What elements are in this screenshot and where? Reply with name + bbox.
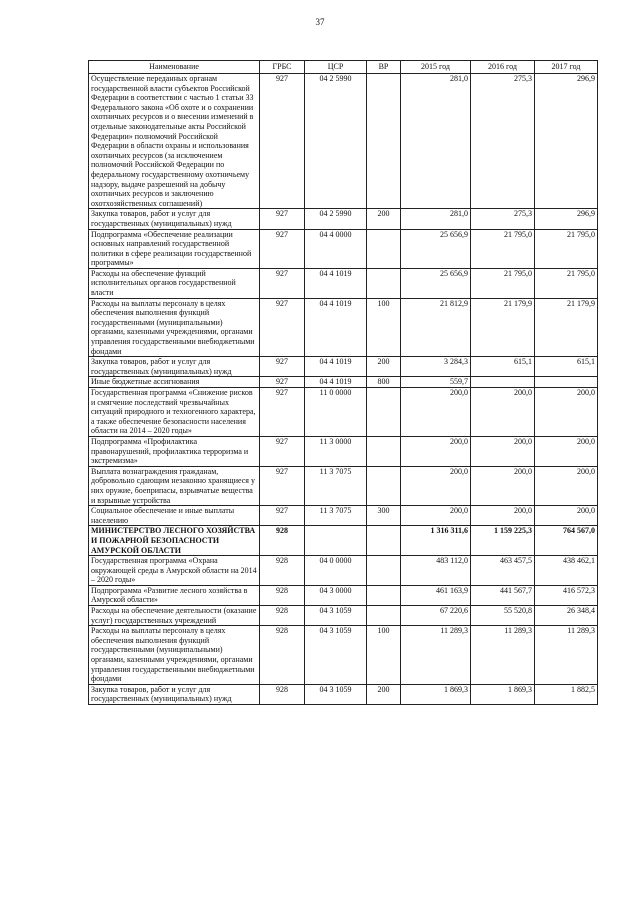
cell-vr	[367, 388, 401, 437]
table-row	[89, 268, 598, 298]
col-header-2015: 2015 год	[401, 61, 471, 74]
col-header-vr: ВР	[367, 61, 401, 74]
table-row	[89, 585, 598, 605]
cell-grbs: 927	[260, 436, 305, 466]
cell-2017: 200,0	[535, 466, 598, 505]
cell-2015: 281,0	[401, 74, 471, 209]
cell-2016: 21 795,0	[471, 268, 535, 298]
cell-name: Иные бюджетные ассигнования	[89, 377, 260, 388]
cell-2017: 764 567,0	[535, 526, 598, 556]
cell-name: Осуществление переданных органам государственной власти субъектов Российской Федерации в соответствии с частью 1 статьи 33 Федерального закона «Об охоте и о сохранении охотничьих ресурсов и о внесении изменений в отдельные законодательные акты Российской Федерации» полномочий Российской Федерации в области охраны и использования охотничьих ресурсов (за исключением полномочий Российской Федерации по федеральному государственному охотничьему надзору, выдаче разрешений на добычу охотничьих ресурсов и заключению охотхозяйственных соглашений)	[89, 74, 260, 209]
cell-csr: 04 4 1019	[305, 268, 367, 298]
cell-2015: 1 316 311,6	[401, 526, 471, 556]
table-body	[89, 74, 598, 705]
cell-2016: 275,3	[471, 74, 535, 209]
cell-csr: 11 0 0000	[305, 388, 367, 437]
cell-csr: 04 3 1059	[305, 606, 367, 626]
table-row	[89, 388, 598, 437]
table-row	[89, 436, 598, 466]
cell-grbs: 927	[260, 209, 305, 229]
cell-2017: 296,9	[535, 74, 598, 209]
cell-2016: 21 179,9	[471, 298, 535, 357]
budget-table	[88, 60, 598, 705]
cell-vr: 200	[367, 684, 401, 704]
cell-2015: 200,0	[401, 388, 471, 437]
cell-vr: 100	[367, 626, 401, 685]
cell-csr: 04 3 0000	[305, 585, 367, 605]
cell-2015: 483 112,0	[401, 556, 471, 586]
cell-vr	[367, 585, 401, 605]
cell-2016: 463 457,5	[471, 556, 535, 586]
cell-name: Расходы на обеспечение деятельности (оказание услуг) государственных учреждений	[89, 606, 260, 626]
cell-2016: 1 159 225,3	[471, 526, 535, 556]
cell-2015: 11 289,3	[401, 626, 471, 685]
cell-2017: 1 882,5	[535, 684, 598, 704]
table-row	[89, 377, 598, 388]
table-header-row	[89, 61, 598, 74]
cell-vr: 100	[367, 298, 401, 357]
cell-csr: 04 4 1019	[305, 298, 367, 357]
table-row	[89, 357, 598, 377]
cell-name: Выплата вознаграждения гражданам, добровольно сдающим незаконно хранящиеся у них оружие, боеприпасы, взрывчатые вещества и взрывные устройства	[89, 466, 260, 505]
cell-csr: 11 3 0000	[305, 436, 367, 466]
cell-grbs: 927	[260, 388, 305, 437]
cell-grbs: 927	[260, 74, 305, 209]
cell-2016: 1 869,3	[471, 684, 535, 704]
table-row	[89, 606, 598, 626]
cell-csr	[305, 526, 367, 556]
cell-name: Расходы на выплаты персоналу в целях обеспечения выполнения функций государственными (муниципальными) органами, казенными учреждениями, органами управления государственными внебюджетными фондами	[89, 298, 260, 357]
cell-2015: 25 656,9	[401, 229, 471, 268]
cell-2017: 21 795,0	[535, 229, 598, 268]
cell-vr	[367, 466, 401, 505]
table-row	[89, 74, 598, 209]
cell-2017: 21 179,9	[535, 298, 598, 357]
cell-vr	[367, 436, 401, 466]
cell-2017: 21 795,0	[535, 268, 598, 298]
cell-2016: 200,0	[471, 506, 535, 526]
cell-name: Социальное обеспечение и иные выплаты населению	[89, 506, 260, 526]
table-row	[89, 626, 598, 685]
table-row	[89, 684, 598, 704]
cell-csr: 11 3 7075	[305, 506, 367, 526]
cell-vr: 200	[367, 209, 401, 229]
cell-grbs: 927	[260, 357, 305, 377]
cell-2016: 441 567,7	[471, 585, 535, 605]
cell-2015: 461 163,9	[401, 585, 471, 605]
table-row	[89, 506, 598, 526]
cell-csr: 04 4 1019	[305, 377, 367, 388]
cell-2017: 200,0	[535, 388, 598, 437]
cell-2017: 296,9	[535, 209, 598, 229]
cell-2016: 21 795,0	[471, 229, 535, 268]
cell-2017: 416 572,3	[535, 585, 598, 605]
cell-name: Подпрограмма «Обеспечение реализации основных направлений государственной политики в сфере реализации государственной программы»	[89, 229, 260, 268]
cell-2015: 281,0	[401, 209, 471, 229]
cell-2017: 200,0	[535, 506, 598, 526]
table-row	[89, 466, 598, 505]
cell-vr	[367, 74, 401, 209]
cell-vr	[367, 556, 401, 586]
cell-2015: 559,7	[401, 377, 471, 388]
cell-grbs: 928	[260, 526, 305, 556]
cell-2016: 275,3	[471, 209, 535, 229]
cell-csr: 04 4 0000	[305, 229, 367, 268]
cell-2016: 200,0	[471, 466, 535, 505]
cell-2015: 200,0	[401, 506, 471, 526]
cell-name: Подпрограмма «Развитие лесного хозяйства в Амурской области»	[89, 585, 260, 605]
cell-name: Расходы на выплаты персоналу в целях обеспечения выполнения функций государственными (муниципальными) органами, казенными учреждениями, органами управления государственными внебюджетными фондами	[89, 626, 260, 685]
cell-2016: 11 289,3	[471, 626, 535, 685]
cell-2015: 21 812,9	[401, 298, 471, 357]
col-header-csr: ЦСР	[305, 61, 367, 74]
col-header-grbs: ГРБС	[260, 61, 305, 74]
cell-csr: 04 3 1059	[305, 684, 367, 704]
cell-grbs: 927	[260, 268, 305, 298]
cell-vr: 300	[367, 506, 401, 526]
cell-csr: 04 0 0000	[305, 556, 367, 586]
cell-name: Подпрограмма «Профилактика правонарушений, профилактика терроризма и экстремизма»	[89, 436, 260, 466]
table-row	[89, 209, 598, 229]
table-row	[89, 526, 598, 556]
cell-grbs: 928	[260, 606, 305, 626]
cell-vr	[367, 268, 401, 298]
table-row	[89, 229, 598, 268]
cell-grbs: 928	[260, 585, 305, 605]
cell-2017: 200,0	[535, 436, 598, 466]
cell-grbs: 927	[260, 506, 305, 526]
cell-grbs: 927	[260, 466, 305, 505]
cell-vr: 200	[367, 357, 401, 377]
cell-csr: 04 4 1019	[305, 357, 367, 377]
cell-vr: 800	[367, 377, 401, 388]
cell-name: МИНИСТЕРСТВО ЛЕСНОГО ХОЗЯЙСТВА И ПОЖАРНОЙ БЕЗОПАСНОСТИ АМУРСКОЙ ОБЛАСТИ	[89, 526, 260, 556]
cell-name: Государственная программа «Охрана окружающей среды в Амурской области на 2014 – 2020 годы»	[89, 556, 260, 586]
cell-2017: 11 289,3	[535, 626, 598, 685]
col-header-2016: 2016 год	[471, 61, 535, 74]
cell-vr	[367, 526, 401, 556]
cell-2017: 438 462,1	[535, 556, 598, 586]
cell-csr: 11 3 7075	[305, 466, 367, 505]
page-number: 37	[315, 17, 325, 27]
cell-name: Закупка товаров, работ и услуг для государственных (муниципальных) нужд	[89, 209, 260, 229]
table-row	[89, 556, 598, 586]
cell-2015: 25 656,9	[401, 268, 471, 298]
col-header-2017: 2017 год	[535, 61, 598, 74]
cell-2016	[471, 377, 535, 388]
cell-name: Государственная программа «Снижение рисков и смягчение последствий чрезвычайных ситуаций природного и техногенного характера, а также обеспечение безопасности населения области на 2014 – 2020 годы»	[89, 388, 260, 437]
cell-grbs: 928	[260, 556, 305, 586]
cell-csr: 04 2 5990	[305, 209, 367, 229]
cell-2015: 67 220,6	[401, 606, 471, 626]
cell-2016: 200,0	[471, 436, 535, 466]
col-header-name: Наименование	[89, 61, 260, 74]
cell-2016: 200,0	[471, 388, 535, 437]
cell-2016: 615,1	[471, 357, 535, 377]
cell-2017	[535, 377, 598, 388]
cell-2015: 1 869,3	[401, 684, 471, 704]
cell-vr	[367, 606, 401, 626]
cell-2017: 615,1	[535, 357, 598, 377]
cell-name: Закупка товаров, работ и услуг для государственных (муниципальных) нужд	[89, 357, 260, 377]
cell-grbs: 928	[260, 626, 305, 685]
cell-grbs: 927	[260, 377, 305, 388]
cell-2015: 3 284,3	[401, 357, 471, 377]
table-row	[89, 298, 598, 357]
cell-name: Расходы на обеспечение функций исполнительных органов государственной власти	[89, 268, 260, 298]
cell-grbs: 928	[260, 684, 305, 704]
cell-2015: 200,0	[401, 436, 471, 466]
cell-grbs: 927	[260, 229, 305, 268]
cell-2015: 200,0	[401, 466, 471, 505]
cell-name: Закупка товаров, работ и услуг для государственных (муниципальных) нужд	[89, 684, 260, 704]
cell-csr: 04 3 1059	[305, 626, 367, 685]
cell-2016: 55 520,8	[471, 606, 535, 626]
cell-vr	[367, 229, 401, 268]
cell-grbs: 927	[260, 298, 305, 357]
cell-2017: 26 348,4	[535, 606, 598, 626]
cell-csr: 04 2 5990	[305, 74, 367, 209]
